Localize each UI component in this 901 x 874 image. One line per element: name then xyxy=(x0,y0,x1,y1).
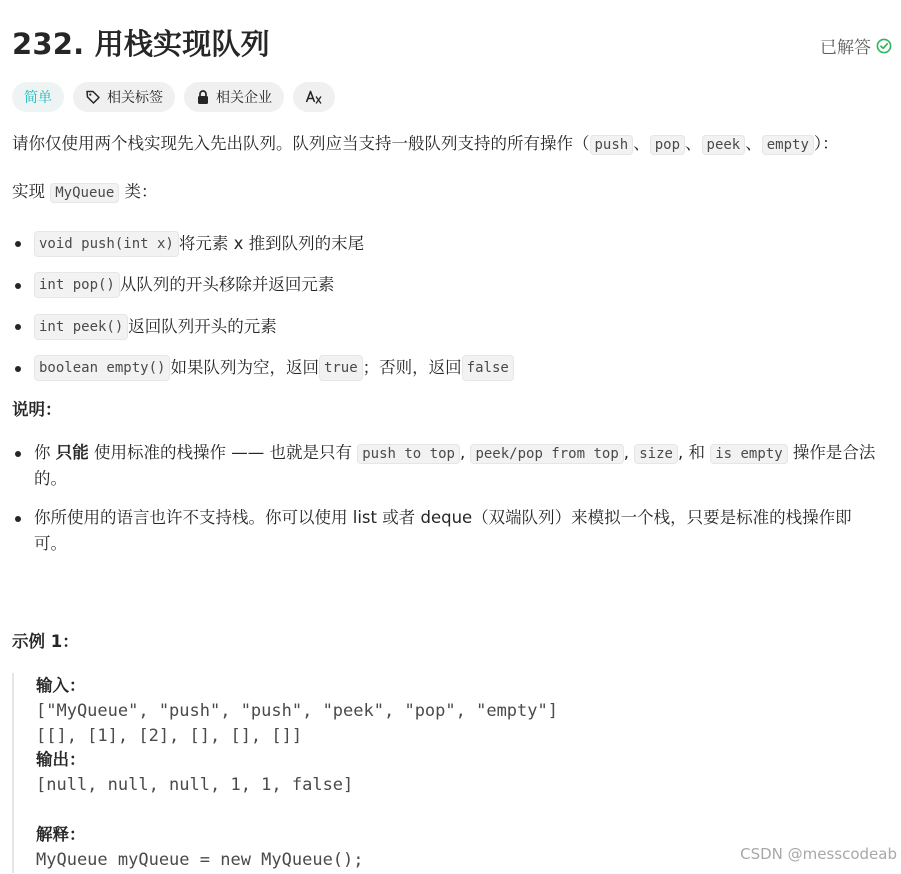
separator: , xyxy=(623,443,635,462)
problem-title[interactable]: 232. 用栈实现队列 xyxy=(12,27,270,61)
separator: 、 xyxy=(633,134,650,153)
inline-code: peek/pop from top xyxy=(470,444,623,464)
list-item xyxy=(12,348,514,390)
title-row xyxy=(12,22,892,66)
intro-text-end: ）： xyxy=(813,134,839,153)
method-signature: int pop() xyxy=(34,272,120,298)
inline-code-peek: peek xyxy=(702,135,746,155)
translate-icon xyxy=(305,89,323,105)
method-desc: ；否则，返回 xyxy=(362,358,462,378)
related-companies-label: 相关企业 xyxy=(216,90,272,106)
inline-code-push: push xyxy=(590,135,634,155)
inline-code: push to top xyxy=(357,444,460,464)
separator: , 和 xyxy=(677,443,711,462)
difficulty-label: 简单 xyxy=(24,90,52,106)
example-block xyxy=(12,673,901,873)
list-item xyxy=(12,505,882,558)
solved-label: 已解答 xyxy=(820,38,871,58)
method-signature: void push(int x) xyxy=(34,231,179,257)
method-list xyxy=(12,223,514,389)
implement-paragraph xyxy=(12,179,158,205)
example-heading: 示例 1： xyxy=(12,632,79,651)
explain-line-1: MyQueue myQueue = new MyQueue(); xyxy=(36,850,364,870)
note-text: 你 xyxy=(34,443,56,462)
output-line: [null, null, null, 1, 1, false] xyxy=(36,775,354,795)
related-tags-label: 相关标签 xyxy=(107,90,163,106)
method-desc: 返回队列开头的元素 xyxy=(128,316,277,336)
impl-prefix: 实现 xyxy=(12,182,51,201)
inline-code-true: true xyxy=(319,355,363,381)
list-item xyxy=(12,223,514,265)
watermark: CSDN @messcodeab xyxy=(740,845,897,863)
input-line-1: ["MyQueue", "push", "push", "peek", "pop", "empty"] xyxy=(36,701,558,721)
separator: 、 xyxy=(685,134,702,153)
check-circle-icon xyxy=(876,38,892,54)
note-text: 你所使用的语言也许不支持栈。你可以使用 list 或者 deque（双端队列）来模拟一个栈，只要是标准的栈操作即可。 xyxy=(34,507,852,554)
note-text: 使用标准的栈操作 —— 也就是只有 xyxy=(88,443,358,462)
inline-code-pop: pop xyxy=(650,135,685,155)
input-label: 输入： xyxy=(36,676,86,695)
list-item xyxy=(12,265,514,307)
tag-icon xyxy=(85,89,101,105)
explain-label: 解释： xyxy=(36,825,86,844)
inline-code-empty: empty xyxy=(762,135,814,155)
list-item xyxy=(12,440,882,493)
input-line-2: [[], [1], [2], [], [], []] xyxy=(36,726,303,746)
related-companies-button[interactable] xyxy=(184,82,284,112)
method-signature: int peek() xyxy=(34,314,128,340)
related-tags-button[interactable] xyxy=(73,82,175,112)
translate-button[interactable] xyxy=(293,82,335,112)
note-bold: 只能 xyxy=(55,443,89,462)
output-label: 输出： xyxy=(36,750,86,769)
separator: 、 xyxy=(745,134,762,153)
method-desc: 如果队列为空，返回 xyxy=(170,358,319,378)
notes-list xyxy=(12,440,882,570)
tag-bar xyxy=(12,82,335,112)
intro-text: 请你仅使用两个栈实现先入先出队列。队列应当支持一般队列支持的所有操作（ xyxy=(12,134,590,153)
intro-paragraph xyxy=(12,131,892,157)
difficulty-badge[interactable] xyxy=(12,82,64,112)
list-item xyxy=(12,306,514,348)
inline-code: is empty xyxy=(710,444,787,464)
separator: , xyxy=(459,443,471,462)
method-desc: 将元素 x 推到队列的末尾 xyxy=(178,233,365,253)
inline-code-false: false xyxy=(462,355,514,381)
solved-status xyxy=(820,33,892,58)
note-text: 操作是合法的。 xyxy=(34,443,876,489)
lock-icon xyxy=(196,89,210,105)
method-signature: boolean empty() xyxy=(34,355,170,381)
notes-heading: 说明： xyxy=(12,400,62,419)
inline-code: size xyxy=(634,444,678,464)
inline-code-class: MyQueue xyxy=(50,183,119,203)
impl-suffix: 类： xyxy=(119,182,158,201)
method-desc: 从队列的开头移除并返回元素 xyxy=(119,275,335,295)
